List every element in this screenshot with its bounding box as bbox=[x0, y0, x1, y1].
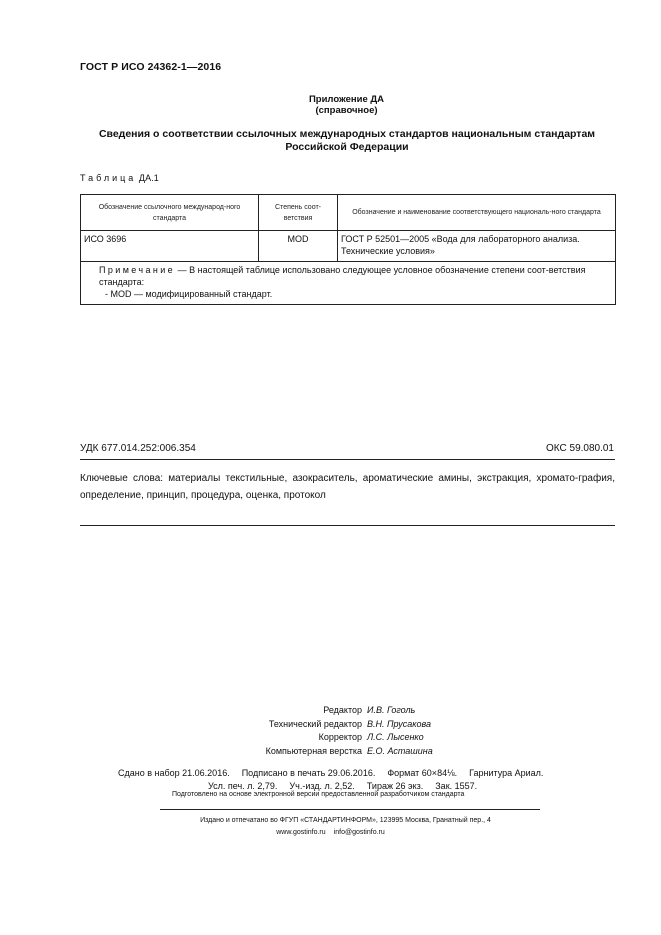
print-submitted: Сдано в набор 21.06.2016. bbox=[118, 768, 230, 778]
credit-person: В.Н. Прусакова bbox=[367, 718, 431, 729]
cell-degree: MOD bbox=[259, 231, 338, 262]
credit-role: Редактор bbox=[323, 705, 362, 715]
credit-role: Корректор bbox=[318, 732, 362, 742]
header-national-standard: Обозначение и наименование соответствующего националь-ного стандарта bbox=[338, 195, 616, 231]
credit-person: Л.С. Лысенко bbox=[367, 732, 424, 742]
credit-person: Е.О. Асташина bbox=[367, 745, 433, 756]
credit-layout bbox=[0, 745, 661, 759]
appendix-type: (справочное) bbox=[315, 105, 378, 116]
header-degree: Степень соот-ветствия bbox=[259, 195, 338, 231]
credits-block bbox=[0, 704, 661, 758]
appendix-title: Приложение ДА bbox=[308, 94, 385, 105]
standards-correspondence-table bbox=[80, 194, 616, 305]
table-note-row bbox=[81, 262, 616, 305]
table-header-row bbox=[81, 195, 616, 231]
credit-person: И.В. Гоголь bbox=[367, 705, 416, 715]
section-title: Сведения о соответствии ссылочных международных стандартов национальным стандартам Российской Федерации bbox=[98, 128, 596, 153]
table-row bbox=[81, 231, 616, 262]
divider-top bbox=[80, 459, 615, 460]
publisher-address: Издано и отпечатано во ФГУП «СТАНДАРТИНФОРМ», 123995 Москва, Гранатный пер., 4 bbox=[200, 817, 491, 824]
print-font: Гарнитура Ариал. bbox=[469, 768, 544, 778]
credit-editor bbox=[0, 704, 661, 718]
table-caption bbox=[80, 173, 159, 183]
note-label: Примечание bbox=[99, 265, 176, 275]
table-note bbox=[81, 262, 616, 305]
cell-intl-standard: ИСО 3696 bbox=[81, 231, 259, 262]
credit-role: Компьютерная верстка bbox=[265, 745, 362, 756]
publisher-block bbox=[0, 815, 661, 839]
table-caption-label: Таблица bbox=[80, 173, 137, 183]
print-copies: Тираж 26 экз. bbox=[366, 781, 424, 791]
publisher-contacts bbox=[0, 827, 661, 839]
header-intl-standard: Обозначение ссылочного международ-ного стандарта bbox=[81, 195, 259, 231]
note-text: — В настоящей таблице использовано следующее условное обозначение степени соот-ветствия стандарта: bbox=[99, 265, 586, 287]
note-paragraph bbox=[87, 264, 609, 288]
note-item: - MOD — модифицированный стандарт. bbox=[105, 289, 273, 299]
udk-code: УДК 677.014.252:006.354 bbox=[80, 443, 196, 454]
credit-role: Технический редактор bbox=[268, 718, 362, 729]
print-info-line-1 bbox=[118, 767, 555, 780]
print-format: Формат 60×84⅛. bbox=[387, 768, 458, 778]
cell-national-standard: ГОСТ Р 52501—2005 «Вода для лабораторного анализа. Технические условия» bbox=[338, 231, 616, 262]
oks-code: ОКС 59.080.01 bbox=[546, 443, 614, 454]
keywords: Ключевые слова: материалы текстильные, азокраситель, ароматические амины, экстракция, хромато-графия, определение, принцип, процедура, оценка, протокол bbox=[80, 473, 615, 501]
divider-bottom bbox=[80, 525, 615, 526]
print-order: Зак. 1557. bbox=[435, 781, 478, 791]
credit-proofreader bbox=[0, 731, 661, 745]
edit-sheets: Уч.-изд. л. 2,52. bbox=[289, 781, 355, 791]
publisher-website[interactable]: www.gostinfo.ru bbox=[276, 829, 326, 836]
publisher-email[interactable]: info@gostinfo.ru bbox=[333, 829, 385, 836]
print-signed: Подписано в печать 29.06.2016. bbox=[241, 768, 376, 778]
print-sheets: Усл. печ. л. 2,79. bbox=[208, 781, 278, 791]
print-info bbox=[118, 767, 555, 793]
appendix-heading bbox=[0, 94, 661, 116]
standard-code: ГОСТ Р ИСО 24362-1—2016 bbox=[80, 61, 222, 73]
table-caption-number: ДА.1 bbox=[138, 173, 159, 183]
credit-tech-editor bbox=[0, 718, 661, 732]
divider-publisher bbox=[160, 809, 540, 810]
print-source-note: Подготовлено на основе электронной версии предоставленной разработчиком стандарта bbox=[172, 791, 465, 798]
